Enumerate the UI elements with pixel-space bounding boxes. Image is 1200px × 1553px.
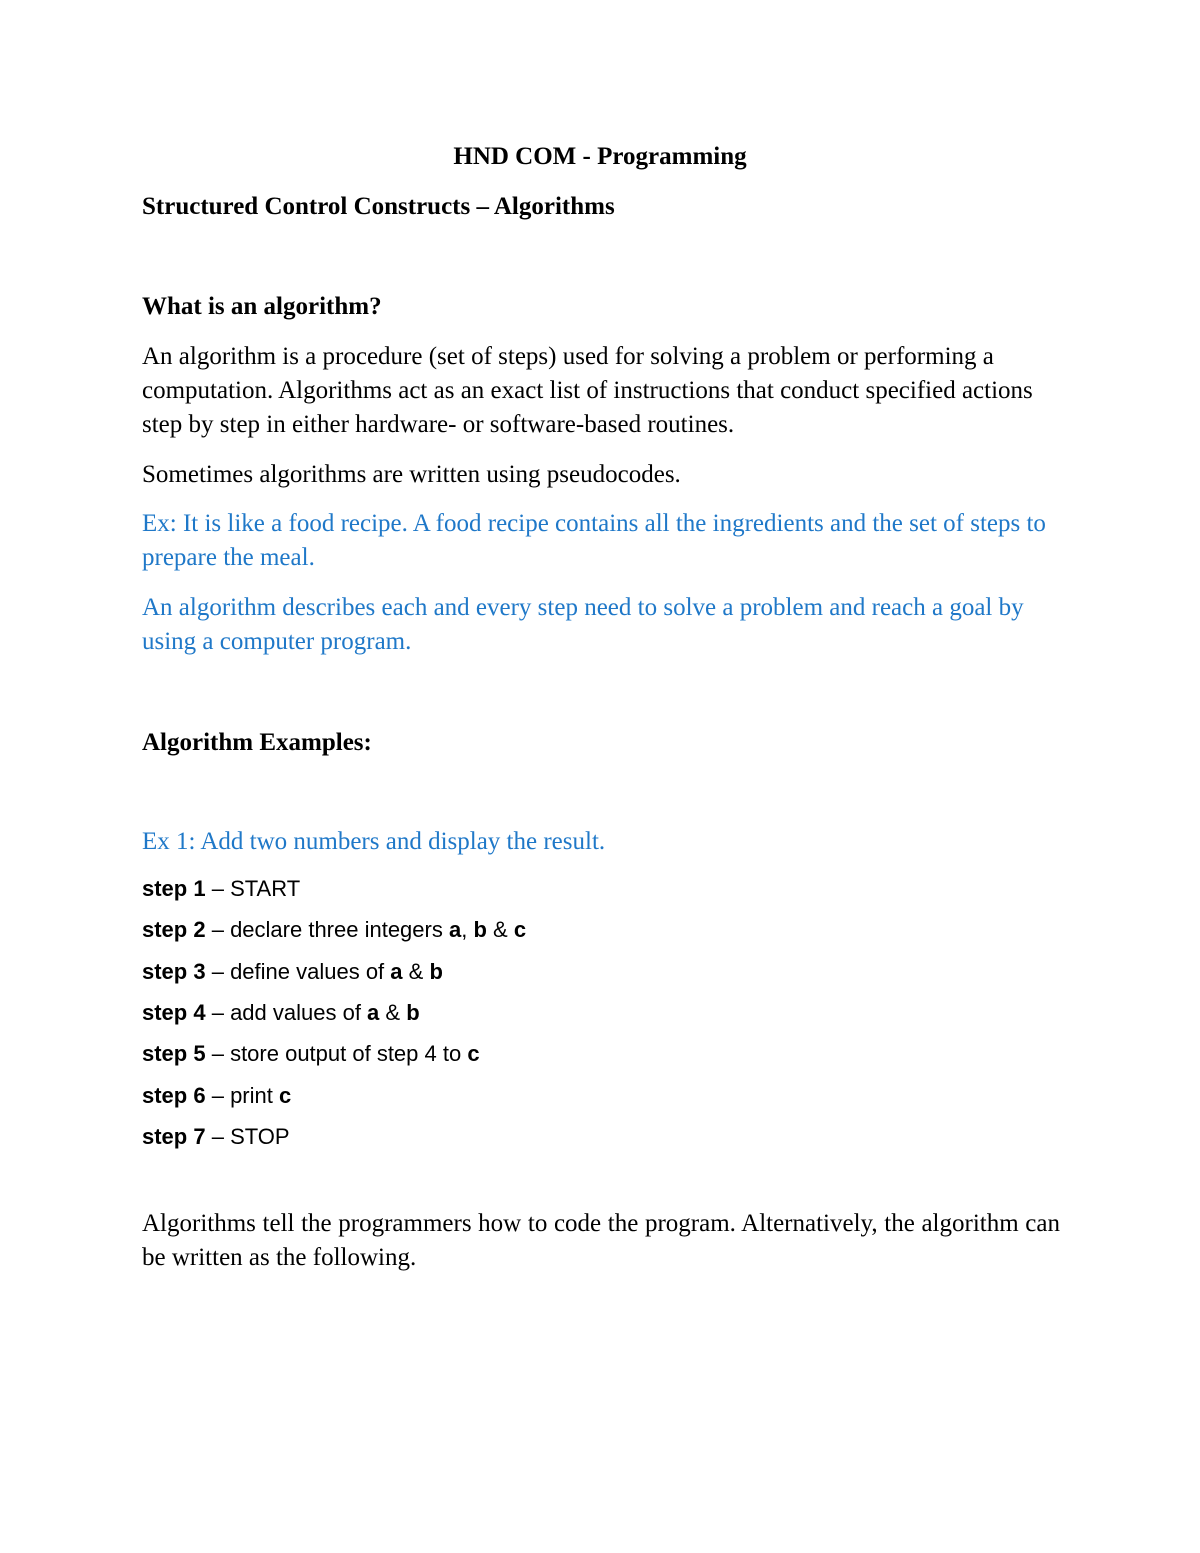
step-variable: b [406,999,420,1025]
step-text: , [461,917,474,943]
step-label: step 5 [142,1041,206,1067]
step-text: define values of [230,958,391,984]
step-separator: – [205,917,231,943]
step-separator: – [205,1082,231,1108]
step-variable: c [467,1041,480,1067]
algorithm-step-6 [142,1081,1042,1111]
step-variable: a [390,958,403,984]
document-title: HND COM - Programming [453,143,747,170]
step-separator: – [205,876,231,901]
algorithm-step-3 [142,957,1042,987]
step-variable: a [367,999,380,1025]
algorithm-step-1 [142,874,1042,904]
step-variable: c [278,1082,292,1108]
definition-paragraph: An algorithm is a procedure (set of steps) used for solving a problem or performing a computation. Algorithms act as an exact list of instructions that conduct specified actions step by step in either hardware- or software-based routines. [142,343,1033,438]
algorithm-step-4 [142,998,1042,1028]
step-label: step 6 [142,1082,206,1108]
section-heading-what-is-algorithm: What is an algorithm? [142,293,382,320]
pseudocode-paragraph: Sometimes algorithms are written using pseudocodes. [142,461,681,488]
step-text: declare three integers [230,917,449,943]
document-subtitle: Structured Control Constructs – Algorithms [142,193,615,220]
step-text: & [402,958,430,984]
algorithm-step-7 [142,1122,1042,1152]
step-variable: b [429,958,443,984]
step-label: step 3 [142,958,206,984]
step-label: step 2 [142,917,206,943]
example-1-title: Ex 1: Add two numbers and display the result. [142,828,606,855]
step-label: step 1 [142,876,206,901]
step-label: step 4 [142,999,206,1025]
step-separator: – [205,1041,231,1067]
section-heading-algorithm-examples: Algorithm Examples: [142,729,372,756]
step-text: START [230,876,301,901]
step-text: & [379,999,407,1025]
step-text: add values of [230,999,368,1025]
closing-paragraph: Algorithms tell the programmers how to code the program. Alternatively, the algorithm can be written as the following. [142,1210,1060,1271]
step-text: print [230,1082,279,1108]
food-recipe-example: Ex: It is like a food recipe. A food recipe contains all the ingredients and the set of steps to prepare the meal. [142,510,1046,571]
algorithm-goal-example: An algorithm describes each and every step need to solve a problem and reach a goal by using a computer program. [142,594,1024,655]
step-variable: a [448,917,462,943]
step-label: step 7 [142,1123,206,1149]
step-text: store output of step 4 to [230,1041,468,1067]
step-separator: – [205,958,231,984]
step-variable: c [513,917,527,943]
algorithm-step-5 [142,1039,1042,1069]
step-variable: b [473,917,487,943]
step-separator: – [205,999,231,1025]
algorithm-step-2 [142,915,1042,945]
step-separator: – [205,1123,231,1149]
step-text: STOP [230,1123,290,1149]
step-text: & [486,917,514,943]
